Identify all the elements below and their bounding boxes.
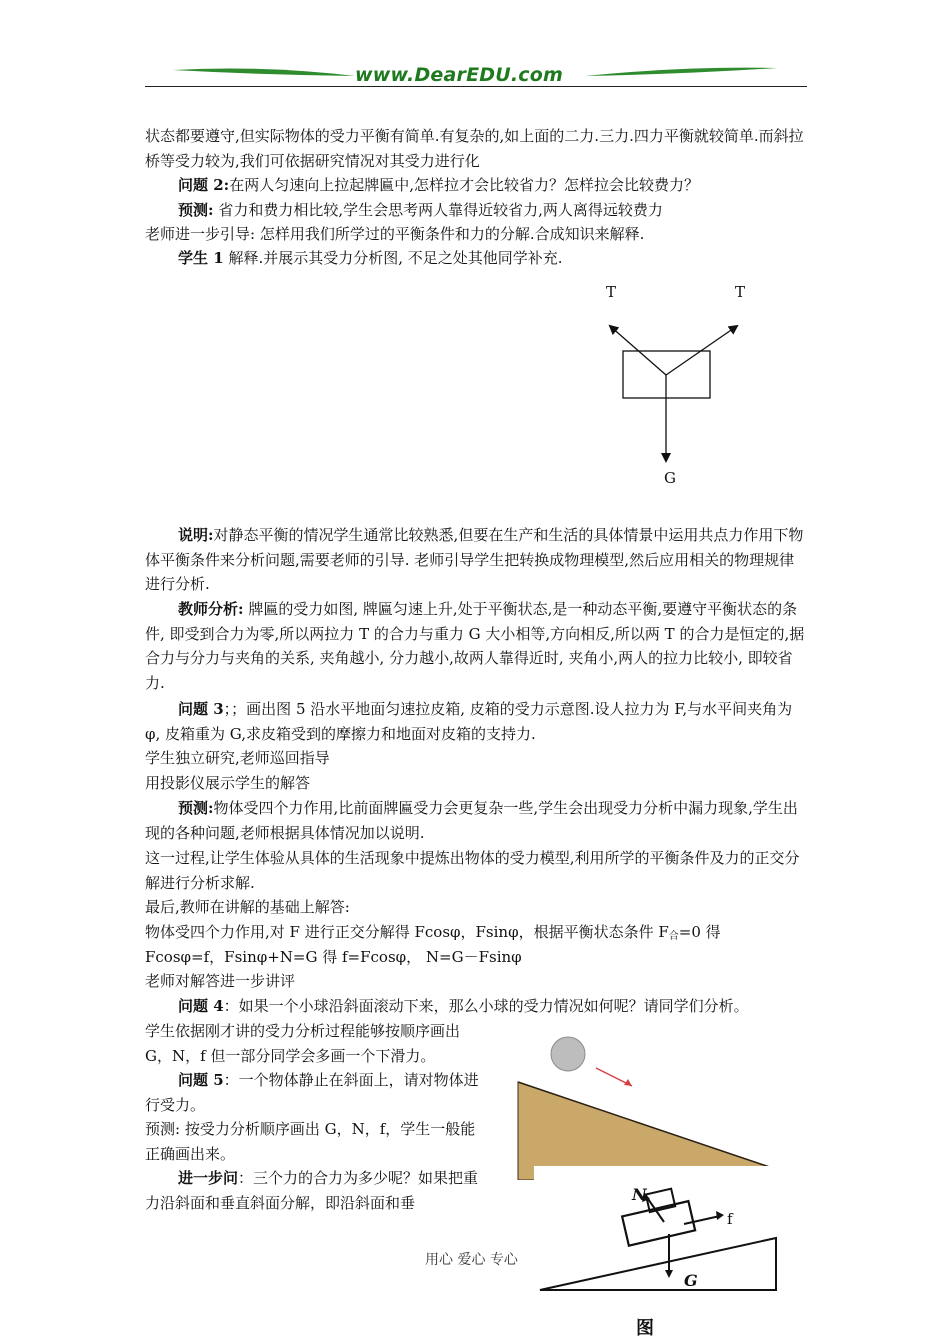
block-incline-diagram (534, 1166, 804, 1344)
note-label: 说明: (178, 526, 214, 544)
header-rule (145, 86, 807, 87)
footer-motto: 用心 爱心 专心 (425, 1252, 518, 1268)
ta-label: 教师分析: (178, 600, 244, 618)
pred1-text: 省力和费力相比较,学生会思考两人靠得近较省力,两人离得远较费力 (213, 201, 663, 219)
paragraph-solution-2: Fcosφ=f，Fsinφ+N=G 得 f=Fcosφ， N=G－Fsinφ (145, 948, 522, 966)
paragraph-teacher-guide: 老师进一步引导: 怎样用我们所学过的平衡条件和力的分解.合成知识来解释. (145, 225, 645, 243)
paragraph-prediction-2 (145, 796, 807, 845)
q2-text: 在两人匀速向上拉起牌匾中,怎样拉才会比较省力？怎样拉会比较费力？ (229, 176, 699, 194)
q5-label: 问题 5 (178, 1071, 224, 1089)
label-f: f (727, 1210, 733, 1228)
sol1b: =0 得 (678, 923, 721, 941)
fq-text: ：三个力的合力为多少呢？如果把重力沿斜面和垂直斜面分解，即沿斜面和垂 (145, 1169, 479, 1212)
plaque-force-diagram (590, 278, 760, 493)
note-text: 对静态平衡的情况学生通常比较熟悉,但要在生产和生活的具体情景中运用共点力作用下物体平衡条件来分析问题,需要老师的引导. 老师引导学生把转换成物理模型,然后应用相关的物理规律进行分析. (145, 526, 804, 593)
paragraph-prediction-1 (145, 198, 807, 223)
ta-text: 牌匾的受力如图, 牌匾匀速上升,处于平衡状态,是一种动态平衡,要遵守平衡状态的条件, 即受到合力为零,所以两拉力 T 的合力与重力 G 大小相等,方向相反,所以两 T 的合力是恒定的,据合力与分力与夹角的关系, 夹角越小, 分力越小,故两人靠得近时, 夹角小,两人的拉力比较小, 即较省力. (145, 600, 805, 692)
figure-caption: 图 (636, 1318, 654, 1339)
sol1a: 物体受四个力作用,对 F 进行正交分解得 Fcosφ，Fsinφ，根据平衡状态条件 F (145, 923, 669, 941)
header-site[interactable]: www.DearEDU.com (355, 64, 564, 86)
paragraph-note (145, 523, 807, 597)
paragraph-question-5 (145, 1068, 490, 1117)
header-right-swoosh (585, 68, 777, 76)
label-n: N (632, 1185, 647, 1204)
paragraph-further-explanation: 老师对解答进一步讲评 (145, 972, 296, 990)
paragraph-process: 这一过程,让学生体验从具体的生活现象中提炼出物体的受力模型,利用所学的平衡条件及力的正交分解进行分析求解. (145, 849, 800, 892)
stu1-label: 学生 1 (178, 249, 224, 267)
label-g-incline: G (684, 1271, 698, 1290)
paragraph-intro: 状态都要遵守,但实际物体的受力平衡有简单.有复杂的,如上面的二力.三力.四力平衡就较简单.而斜拉桥等受力较为,我们可依据研究情况对其受力进行化 (145, 127, 804, 170)
paragraph-independent-study: 学生独立研究,老师巡回指导 (145, 749, 330, 767)
label-t-left: T (606, 283, 617, 301)
paragraph-question-3 (145, 697, 807, 746)
paragraph-question-2 (145, 173, 807, 198)
q4-label: 问题 4 (178, 997, 224, 1015)
paragraph-projector: 用投影仪展示学生的解答 (145, 774, 311, 792)
fq-label: 进一步问 (178, 1169, 239, 1187)
q5-text: ：一个物体静止在斜面上，请对物体进行受力。 (145, 1071, 479, 1114)
paragraph-teacher-analysis (145, 597, 807, 695)
q4-text: ：如果一个小球沿斜面滚动下来，那么小球的受力情况如何呢？请同学们分析。 (223, 997, 749, 1015)
sol1-subscript: 合 (668, 931, 679, 942)
paragraph-finally: 最后,教师在讲解的基础上解答: (145, 898, 350, 916)
ball-slope-figure (514, 1030, 804, 1180)
paragraph-student-1 (145, 246, 807, 271)
pred2-text: 物体受四个力作用,比前面牌匾受力会更复杂一些,学生会出现受力分析中漏力现象,学生出现的各种问题,老师根据具体情况加以说明. (145, 799, 798, 842)
paragraph-prediction-3: 预测: 按受力分析顺序画出 G，N，f，学生一般能正确画出来。 (145, 1120, 476, 1163)
pred1-label: 预测: (178, 201, 214, 219)
paragraph-question-4 (145, 994, 807, 1019)
paragraph-student-drawing: 学生依据刚才讲的受力分析过程能够按顺序画出 G，N，f 但一部分同学会多画一个下滑力。 (145, 1022, 461, 1065)
stu1-text: 解释.并展示其受力分析图, 不足之处其他同学补充. (223, 249, 563, 267)
q3-label: 问题 3 (178, 700, 224, 718)
label-g: G (664, 469, 676, 487)
label-t-right: T (735, 283, 746, 301)
header-left-swoosh (173, 68, 355, 76)
q2-label: 问题 2: (178, 176, 230, 194)
q3-text: ；；画出图 5 沿水平地面匀速拉皮箱, 皮箱的受力示意图.设人拉力为 F,与水平间夹角为 φ, 皮箱重为 G,求皮箱受到的摩擦力和地面对皮箱的支持力. (145, 700, 793, 743)
paragraph-further-question (145, 1166, 490, 1215)
ball (551, 1037, 585, 1071)
pred2-label: 预测: (178, 799, 214, 817)
